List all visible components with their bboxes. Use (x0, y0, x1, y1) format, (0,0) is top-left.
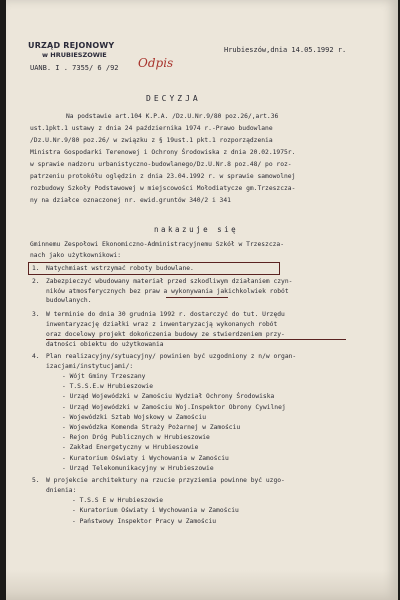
document-page (6, 0, 398, 600)
item-number: 5. (32, 477, 40, 484)
approvals-list (32, 496, 382, 528)
intro-line: patrzeniu protokółu oględzin z dnia 23.04.1992 r. w sprawie samowolnej (30, 173, 296, 180)
document-title: DECYZJA (146, 94, 201, 103)
office-stamp (28, 41, 114, 59)
approval-item: - T.S.S E w Hrubieszowie (72, 496, 163, 504)
institution-item: - Zakład Energetyczny w Hrubieszowie (62, 444, 199, 452)
institution-item: - Rejon Dróg Publicznych w Hrubieszowie (62, 434, 210, 442)
office-name: URZĄD REJONOWY (28, 41, 115, 50)
intro-line: /Dz.U.Nr.9/80 poz.26/ w związku z § 19ust.1 pkt.1 rozporządzenia (30, 137, 273, 144)
institution-item: - Wojewódzki Sztab Wojskowy w Zamościu (62, 413, 207, 421)
order-item-4 (32, 352, 382, 372)
office-city: w HRUBIESZOWIE (42, 51, 107, 59)
institution-item: - Urząd Telekomunikacyjny w Hrubieszowie (62, 464, 214, 472)
institutions-list (32, 372, 382, 474)
item-line: inwentaryzację działki wraz z inwentaryzacją wykonanych robót (46, 320, 278, 328)
intro-line: w sprawie nadzoru urbanistyczno-budowlanego/Dz.U.Nr.8 poz.48/ po roz- (30, 161, 292, 168)
intro-line: ny na działce oznaczonej nr. ewid.gruntów 340/2 i 341 (30, 197, 231, 204)
institution-item: - T.S.S.E.w Hrubieszowie (62, 383, 153, 391)
order-items (32, 264, 382, 527)
order-heading: nakazuje się (154, 225, 239, 234)
pen-box-mark (28, 262, 280, 275)
approval-item: - Państwowy Inspektor Pracy w Zamościu (72, 517, 217, 525)
intro-line: ust.1pkt.1 ustawy z dnia 24 października 1974 r.-Prawo budowlane (30, 125, 273, 132)
item-line: datności obiektu do użytkowania (46, 340, 164, 348)
item-line: Plan realizacyjny/sytuacyjny/ powinien być uzgodniony z n/w organ- (46, 353, 297, 361)
item-number: 3. (32, 311, 40, 319)
item-number: 4. (32, 353, 40, 361)
approval-item: - Kuratorium Oświaty i Wychowania w Zamościu (72, 507, 239, 515)
institution-item: - Wójt Gminy Trzeszany (62, 372, 146, 380)
item-number: 2. (32, 277, 40, 285)
pen-underline (166, 297, 228, 298)
addressee-line: nach jako użytkownikowi: (30, 252, 121, 259)
item-line: W projekcie architektury na rzucie przyziemia powinne być uzgo- (46, 477, 285, 484)
item-line: W terminie do dnia 30 grudnia 1992 r. dostarczyć do tut. Urzędu (46, 311, 285, 319)
institution-item: - Urząd Wojewódzki w Zamościu Woj.Inspektor Obrony Cywilnej (62, 403, 286, 411)
item-line: dnienia: (46, 486, 77, 494)
copy-handwritten-mark: Odpis (138, 56, 174, 70)
item-line: izacjami/instytucjami/: (46, 363, 134, 371)
item-number: 1. (32, 265, 40, 272)
institution-item: - Urząd Wojewódzki w Zamościu Wydział Ochrony Środowiska (62, 393, 275, 401)
institution-item: - Wojewódzka Komenda Straży Pożarnej w Zamościu (62, 423, 241, 431)
order-item-2 (32, 277, 382, 306)
place-date: Hrubieszów,dnia 14.05.1992 r. (224, 46, 347, 54)
item-line: Natychmiast wstrzymać roboty budowlane. (46, 265, 194, 272)
addressee-line: Gminnemu Zespołowi Ekonomiczno-Administracyjnemu Szkół w Trzeszcza- (30, 241, 285, 248)
order-item-5 (32, 476, 382, 496)
institution-item: - Kuratorium Oświaty i Wychowania w Zamościu (62, 454, 229, 462)
intro-line: Ministra Gospodarki Terenowej i Ochrony Środowiska z dnia 20.02.1975r. (30, 149, 296, 156)
intro-line: rozbudowy Szkoły Podstawowej w miejscowości Mołodiatycze gm.Trzeszcza- (30, 185, 296, 192)
item-line: oraz docelowy projekt dokończenia budowy ze stwierdzeniem przy- (46, 330, 285, 338)
page-shadow (6, 570, 398, 600)
item-line: budowlanych. (46, 297, 92, 305)
pen-underline (46, 339, 346, 340)
intro-line: Na podstawie art.104 K.P.A. /Dz.U.Nr.9/80 poz.26/,art.36 (66, 113, 279, 120)
order-item-3 (32, 310, 382, 349)
reference-number: UANB. I . 7355/ 6 /92 (30, 64, 119, 72)
item-line: Zabezpieczyć wbudowany materiał przed szkodliwym działaniem czyn- (46, 277, 293, 285)
item-line: ników atmosferycznych bez praw a wykonywania jakichkolwiek robót (46, 287, 289, 295)
